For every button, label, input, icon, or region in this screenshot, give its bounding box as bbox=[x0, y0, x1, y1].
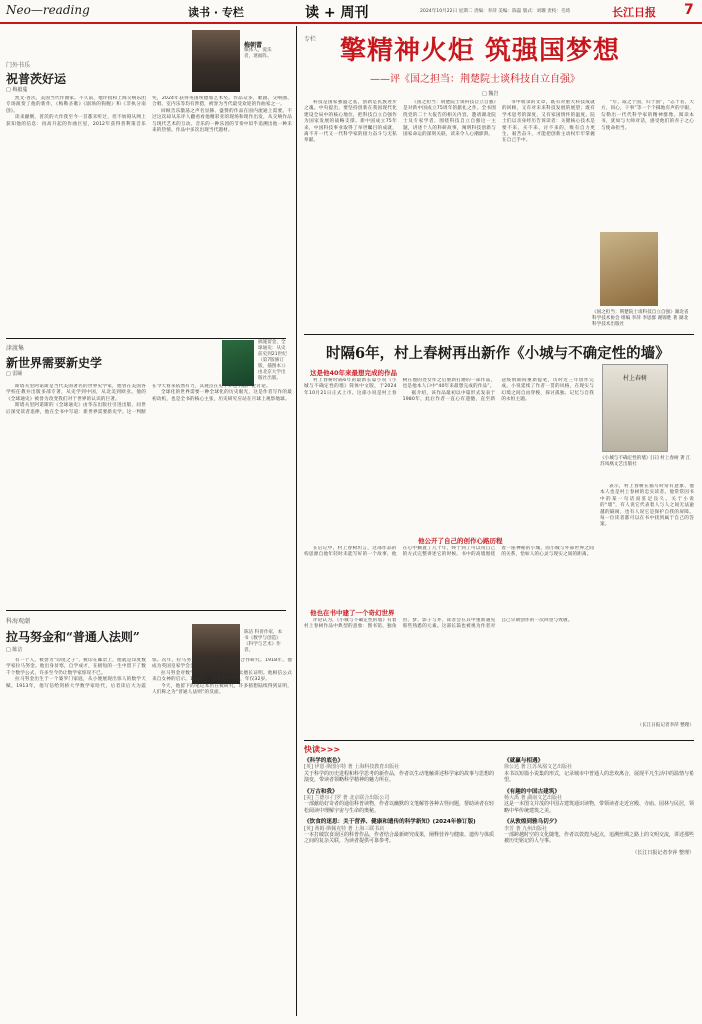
divider bbox=[6, 610, 286, 611]
fastread-item-title: 《就赢与相遇》 bbox=[504, 758, 544, 764]
feature-book-cover-title: 村上春树 bbox=[622, 375, 647, 382]
fastread-item-body: 这是一本图文并茂的中国古建筑通识读物，带领读者走近宫殿、寺庙、园林与民居，领略中华传统建筑之美。 bbox=[504, 801, 695, 814]
fastread-item-body: 一本打破饮食误区的科普作品，作者结合最新研究成果，阐释营养与健康、遗传与体质之间的复杂关联，为读者提供可靠参考。 bbox=[304, 832, 495, 845]
fastread-item-body: 一部跨越时空的文化随笔，作者以敦煌为起点，追溯丝绸之路上的文明交流，讲述那些被历史铭记的人与事。 bbox=[504, 832, 695, 845]
feature-side-paragraph: 表示，村上春树在描写时常有意象、他本人也是村上春树的忠实读者。他常常因书中的某一句话而驻足良久。关于小说的“墙”，有人说它代表着人与人之间无法逾越的隔阂，也有人说它是保护自我的屏障。每一位读者都可以在书中找到属于自己的答案。 bbox=[600, 484, 694, 528]
paper-logo: 长江日报 bbox=[612, 6, 656, 19]
col2-body bbox=[6, 384, 292, 602]
fastread-item-meta: [英] 伊恩·斯图尔特 著 上海科技教育出版社 bbox=[304, 764, 400, 771]
col3-paragraph: 拉马努金对数学的直觉非凡，但却不太擅长证明。他相信公式来自女神的启示。1920年，他病逝于印度，年仅32岁。 bbox=[152, 670, 292, 683]
col1-paragraph: 回顾音乐激荡之声名显赫、盛赞的作品在国内流通上需要。不过这次却从乐评人翻看看他精彩亚的现场和现作出发，从交响作品与现代艺术的互动。音乐的一种乐团的节奏中似乎追溯出他一种未来的热情。作品中多次出现当代题材。 bbox=[152, 108, 292, 134]
feature-paragraph: 在后记中，村上春树坦言，这部作品的构思源自他年轻时未能写好的一个故事，他在心中搁置了几十年，终于到了可以用自己的方式完整讲述它的时候。书中的高墙围绕着一座神秘的小城，而小城与外部世界之间的关系，恰如人的心灵与现实之间的距离。 bbox=[304, 546, 594, 558]
divider bbox=[6, 338, 286, 339]
fastread-item bbox=[304, 789, 494, 815]
special-book-cover bbox=[600, 232, 658, 306]
fastread-item-body: 关于科学的历史进程和科学思考的新作品，作者以生动笔触讲述科学家的故事与思想的演变，带读者领略科学精神的魅力所在。 bbox=[304, 770, 495, 784]
book-cover-image bbox=[222, 340, 254, 386]
fastread-item-title: 《从敦煌到雅乌切夕》 bbox=[504, 819, 560, 826]
fastread-item-title: 《科学的底色》 bbox=[304, 758, 344, 764]
divider bbox=[304, 334, 694, 335]
brand-logo: Neo—reading bbox=[6, 3, 90, 17]
feature-paragraph: 评论认为，《小城与不确定性的墙》有着村上春树作品中典型的意象：图书馆、独角兽、梦、影子与井，读者会在其中重新遇见那些熟悉的元素。这部长篇也被视为作者对自己早期创作的一次回望与致敬。 bbox=[304, 618, 573, 630]
col2-paragraph: 斯塔夫里阿诺斯是当代美国著名的世界史学家，他曾在美国各学校任教并出版多部专著，从史学到中国，从北美到欧亚。他的《全球通史》被誉为改变我们对于世界的认识的巨著。 bbox=[6, 384, 146, 402]
fastread-item-body: 一部献给好奇者的通俗科普读物，作者以幽默的文笔解答各种古怪问题，帮助读者在轻松阅读中理解宇宙与生命的奥秘。 bbox=[304, 801, 495, 814]
fastread-item-title: 《万古和我》 bbox=[304, 788, 338, 795]
feature-paragraph: 据介绍，该作品最初以中篇形式发表于1980年，此后作者一直心有遗憾，直至新冠疫情期间重新提笔，历时近三年创作完成。小说延续了作者一贯的风格，在现实与幻境之间自由穿梭，探讨孤独、记忆与自我的永恒主题。 bbox=[402, 378, 594, 403]
fastread-item bbox=[504, 789, 694, 815]
special-paragraph: 《国之担当：荆楚院士谈科技自立自强》是对新中国成立75周年的献礼之作。全书围绕党的二十大报告的相关内容，邀请湖北院士及专家学者，围绕科技自立自强这一主题，讲述个人的科研故事，阐明科技创新与国家命运的深刻关联，读来令人心潮澎湃。 bbox=[403, 100, 496, 138]
columnist-photo bbox=[192, 30, 240, 92]
fastread-item-meta: 徐公达 著 江苏凤凰文艺出版社 bbox=[504, 764, 573, 771]
fastread-item bbox=[504, 758, 694, 784]
col3-author: □ 陈洁 bbox=[6, 647, 23, 653]
special-paragraph: 书中收录的文章，既有对重大科技成就的回顾，又有对未来科技发展的展望；既有学术思考的深度，又有家国情怀的温度。院士们以亲身经历告诉读者：关键核心技术是要不来、买不来、讨不来的，唯有自力更生、艰苦奋斗，才能把创新主动权牢牢掌握在自己手中。 bbox=[502, 100, 595, 144]
col3-body bbox=[6, 658, 292, 1018]
col1-title: 祝普茨好运 bbox=[6, 72, 67, 86]
fastread-item-meta: [美] 兰德尔·门罗 著 北京联合出版公司 bbox=[304, 795, 390, 802]
special-book-caption: 《国之担当：荆楚院士谈科技自立自强》湖北省科学技术协会 组编 李萍 李思群 谢锦胜 著 湖北科学技术出版社 bbox=[592, 310, 689, 327]
col2-title: 新世界需要新史学 bbox=[6, 356, 103, 370]
col2-paragraph: 斯塔夫里阿诺斯的《全球通史》由华东出版社引进出版，问世后深受读者追捧，他在全书中写道：新世界需要新史学。这一判断在今天看来依然有力，其观点在史学界也引起广泛讨论。 bbox=[6, 384, 271, 415]
col2-author: □ 雷颐 bbox=[6, 371, 23, 377]
column-separator bbox=[296, 26, 297, 1016]
special-author: □ 魏岩 bbox=[482, 91, 499, 97]
special-subtitle: ——评《国之担当：荆楚院士谈科技自立自强》 bbox=[370, 74, 580, 85]
columnist-bio: 媒体人，爱乐者，迷福阵。 bbox=[244, 48, 272, 59]
col3-label: 科海观潮 bbox=[6, 618, 31, 625]
col1-paragraph: 凯文·普茨，美国当代作曲家。不久前，他评指和上海交响乐团专场演奏了他的新作，《梅勒圣歌》《剧场的狗舰》和《非执分南创》。 bbox=[6, 96, 146, 114]
special-label: 专栏 bbox=[304, 36, 317, 43]
fastread-item-meta: [英] 蒂姆·斯佩克特 著 上海三联书店 bbox=[304, 825, 385, 832]
fastread-item-body: 本书以短篇小说集的形式，记录城市中普通人的悲欢离合，展现平凡生活中的温情与希望。 bbox=[504, 770, 695, 784]
feature-paragraph: 村上春树时隔6年的最新长篇小说《小城与不确定性的墙》简体中文版，于2024年10月21日正式上市。这部小说是村上春树在他的处女作之后重新打磨的一部作品，也是他本人口中“40年来最想完成的作品”。 bbox=[304, 378, 496, 396]
col3-paragraph: 今天，他留下的笔记本仍在被研究，许多猜想陆续得到证明，人们称之为“普通人法则”的反面。 bbox=[152, 683, 292, 696]
col1-body bbox=[6, 96, 292, 324]
fastread-list bbox=[304, 758, 694, 1018]
columnist-name: 梅朝蕾 bbox=[244, 42, 263, 49]
feature-title: 时隔6年，村上春树再出新作《小城与不确定性的墙》 bbox=[326, 345, 670, 362]
feature-sub1: 这是他40年来最想完成的作品 bbox=[310, 369, 398, 377]
col3-paragraph: 有一个人，被誉为“印度之子”，被印在邮票上，他就是印度数学家拉马努金。他出身贫寒，自学成才，在极短的一生中留下了数千个数学公式，许多至今仍让数学家惊叹不已。 bbox=[6, 658, 146, 676]
col1-author: □ 梅毅蔓 bbox=[6, 87, 28, 93]
fastread-credit: （长江日报记者李萍 整理） bbox=[632, 849, 694, 856]
feature-side-text bbox=[600, 484, 694, 714]
weekly-name: 读 + 周刊 bbox=[305, 5, 369, 21]
feature-body-b bbox=[304, 546, 594, 606]
col2-paragraph: 全球化的世界需要一种全球化的历史眼光，这是作者写作的最初动机，也是全书的核心主张，历史研究应站在月球上观察地球。 bbox=[152, 390, 292, 402]
col1-paragraph: 读来颠倒，普茨的大作我至今一首都未听过，但不妨碍从网上获知他的信息：再高升起的作曲巨星，2012年获得普利策音乐奖，2024年获得英国埃德加艺术奖。作品众多，歌剧、交响曲、合唱、室内乐等均有涉猎，被誉为当代最受欢迎的作曲家之一。 bbox=[6, 96, 292, 127]
col2-label: 津渡集 bbox=[6, 345, 25, 352]
fastread-item-meta: 杨大禹 著 湖南文艺出版社 bbox=[504, 795, 563, 802]
masthead-rule bbox=[0, 22, 702, 24]
fastread-item-meta: 李芳 著 九州出版社 bbox=[504, 825, 548, 832]
masthead bbox=[0, 0, 702, 22]
col3-paragraph: 拉马努金出生于一个婆罗门家庭，从小便展现出惊人的数学天赋。1913年，他写信给剑桥大学数学家哈代，后者读后大为震惊。次年，拉马努金赴英国工作，与哈代合作研究。1918年，他成为英国皇家学会会员。 bbox=[6, 658, 292, 689]
feature-sub2: 他公开了自己的创作心路历程 bbox=[418, 537, 503, 545]
fastread-item bbox=[504, 819, 694, 845]
feature-sub3: 他也在书中建了一个奇幻世界 bbox=[310, 609, 395, 617]
columnist-bio: 陈洁 科普作家，本书《数学与创造》《科学与艺术》作者。 bbox=[244, 630, 283, 653]
section-name: 读书 · 专栏 bbox=[188, 6, 244, 19]
special-title: 擎精神火炬 筑强国梦想 bbox=[340, 36, 621, 66]
feature-body-c bbox=[304, 618, 594, 736]
fastread-title: 快读>>> bbox=[304, 745, 341, 754]
feature-book-caption: 《小城与不确定性的墙》[日] 村上春树 著 江苏凤凰文艺出版社 bbox=[600, 456, 691, 467]
fastread-item-title: 《饮食的迷思：关于营养、健康和遗传的科学新知》(2024年修订版) bbox=[304, 819, 476, 826]
col3-title: 拉马努金和“普通人法则” bbox=[6, 630, 140, 644]
fastread-item bbox=[304, 819, 494, 845]
special-paragraph: 科技是国家强盛之基，创新是民族进步之魂。中央提出，要坚持创新在我国现代化建设全局中的核心地位，把科技自立自强作为国家发展的战略支撑。新中国成立75年来，中国科技事业取得了举世瞩目的成就，离不开一代又一代科学家的接力奋斗与无私奉献。 bbox=[304, 100, 397, 144]
columnist-bio: 搞施留金，全球通史：从史前史到21世纪（第7版修订版，插图本）》由北京大学出版社出版。 bbox=[258, 340, 288, 381]
feature-body-a bbox=[304, 378, 594, 534]
fastread-item bbox=[304, 758, 494, 784]
page-number: 7 bbox=[684, 2, 694, 18]
divider bbox=[304, 740, 694, 741]
feature-book-cover bbox=[602, 364, 668, 452]
fastread-item-title: 《有趣的中国古建筑》 bbox=[504, 788, 560, 795]
special-paragraph: “年，取之于国，归于国”，“志十者，大方，同心，干事”等一个个掷地有声的字眼，勾勒出一代代科学家的精神群像。阅读本书，犹如与大师对话，感受他们的赤子之心与使命担当。 bbox=[601, 100, 694, 131]
issue-meta: 2024年10月22日 星期二 责编：李萍 美编：陈磊 版式：刘珊 责校：毛琦 bbox=[420, 9, 571, 14]
col1-label: 门外书乐 bbox=[6, 62, 31, 69]
feature-side-credit: （长江日报记者李萍 整理） bbox=[637, 723, 694, 728]
